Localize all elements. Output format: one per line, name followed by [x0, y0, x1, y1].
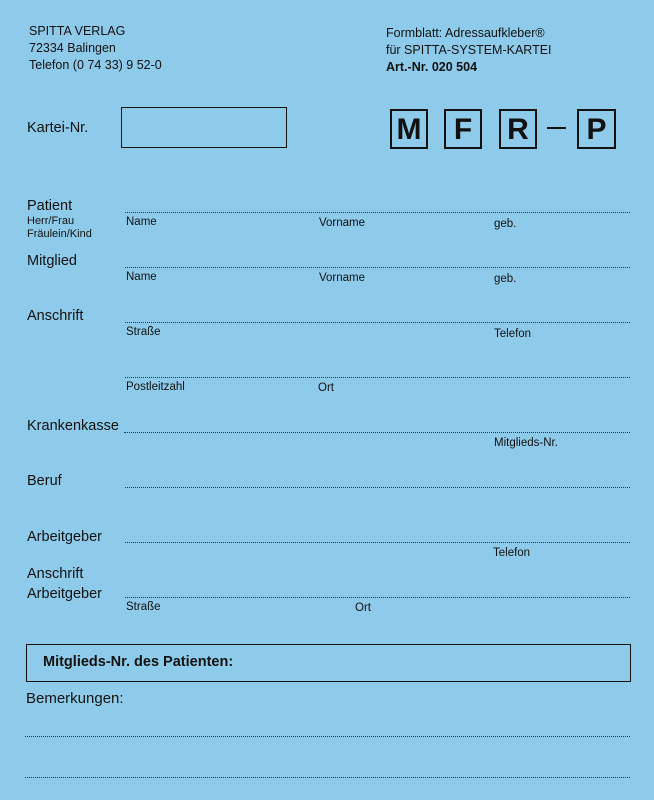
anschrift-arbeitgeber-label-2: Arbeitgeber — [27, 586, 102, 602]
marker-r-box[interactable]: R — [499, 109, 537, 149]
anschrift-plz-line[interactable] — [125, 377, 630, 378]
form-title: Formblatt: Adressaufkleber® — [386, 26, 545, 40]
mitglied-label: Mitglied — [27, 253, 77, 269]
anschrift-arbeitgeber-line[interactable] — [125, 597, 630, 598]
patient-name-caption: Name — [126, 216, 157, 228]
krankenkasse-label: Krankenkasse — [27, 418, 119, 434]
krankenkasse-mitglieds-caption: Mitglieds-Nr. — [494, 437, 558, 449]
anschrift-strasse-caption: Straße — [126, 326, 161, 338]
anschrift-ort-caption: Ort — [318, 382, 334, 394]
patient-vorname-caption: Vorname — [319, 217, 366, 229]
kartei-number-field[interactable] — [121, 107, 287, 148]
anschrift-telefon-caption: Telefon — [494, 328, 532, 340]
krankenkasse-line[interactable] — [124, 432, 630, 433]
beruf-line[interactable] — [125, 487, 630, 488]
patient-line[interactable] — [125, 212, 630, 213]
publisher-name: SPITTA VERLAG — [29, 24, 126, 38]
salutation-line-2: Fräulein/Kind — [27, 228, 92, 240]
arbeitgeber-label: Arbeitgeber — [27, 529, 102, 545]
arbeitgeber-line[interactable] — [125, 542, 630, 543]
anschrift-arbeitgeber-label — [27, 564, 102, 604]
mitglied-vorname-caption: Vorname — [319, 272, 366, 284]
bemerkungen-line-1[interactable] — [25, 736, 630, 737]
form-info-block — [386, 25, 552, 76]
patient-salutation — [27, 215, 92, 241]
mitglied-line[interactable] — [125, 267, 630, 268]
anschrift-arbeitgeber-label-1: Anschrift — [27, 566, 84, 582]
bemerkungen-label: Bemerkungen: — [26, 690, 124, 707]
publisher-block — [29, 23, 162, 74]
bemerkungen-line-2[interactable] — [25, 777, 630, 778]
publisher-phone: Telefon (0 74 33) 9 52-0 — [29, 58, 162, 72]
marker-p-box[interactable]: P — [577, 109, 616, 149]
anschrift-line[interactable] — [125, 322, 630, 323]
beruf-label: Beruf — [27, 473, 62, 489]
marker-f-box[interactable]: F — [444, 109, 482, 149]
anschrift-arbeitgeber-ort-caption: Ort — [355, 602, 371, 614]
article-number: Art.-Nr. 020 504 — [386, 60, 478, 74]
patient-geb-caption: geb. — [494, 218, 517, 230]
anschrift-label: Anschrift — [27, 308, 84, 324]
patient-member-number-field[interactable] — [26, 644, 631, 682]
marker-m-box[interactable]: M — [390, 109, 428, 149]
anschrift-plz-caption: Postleitzahl — [126, 381, 185, 393]
publisher-city: 72334 Balingen — [29, 41, 116, 55]
patient-member-number-label: Mitglieds-Nr. des Patienten: — [43, 654, 234, 670]
patient-label: Patient — [27, 198, 73, 214]
kartei-label: Kartei-Nr. — [27, 120, 89, 136]
anschrift-arbeitgeber-strasse-caption: Straße — [126, 601, 161, 613]
form-subtitle: für SPITTA-SYSTEM-KARTEI — [386, 43, 552, 57]
mitglied-name-caption: Name — [126, 271, 157, 283]
salutation-line-1: Herr/Frau — [27, 215, 75, 227]
mitglied-geb-caption: geb. — [494, 273, 517, 285]
arbeitgeber-telefon-caption: Telefon — [493, 547, 531, 559]
marker-dash — [547, 127, 566, 129]
